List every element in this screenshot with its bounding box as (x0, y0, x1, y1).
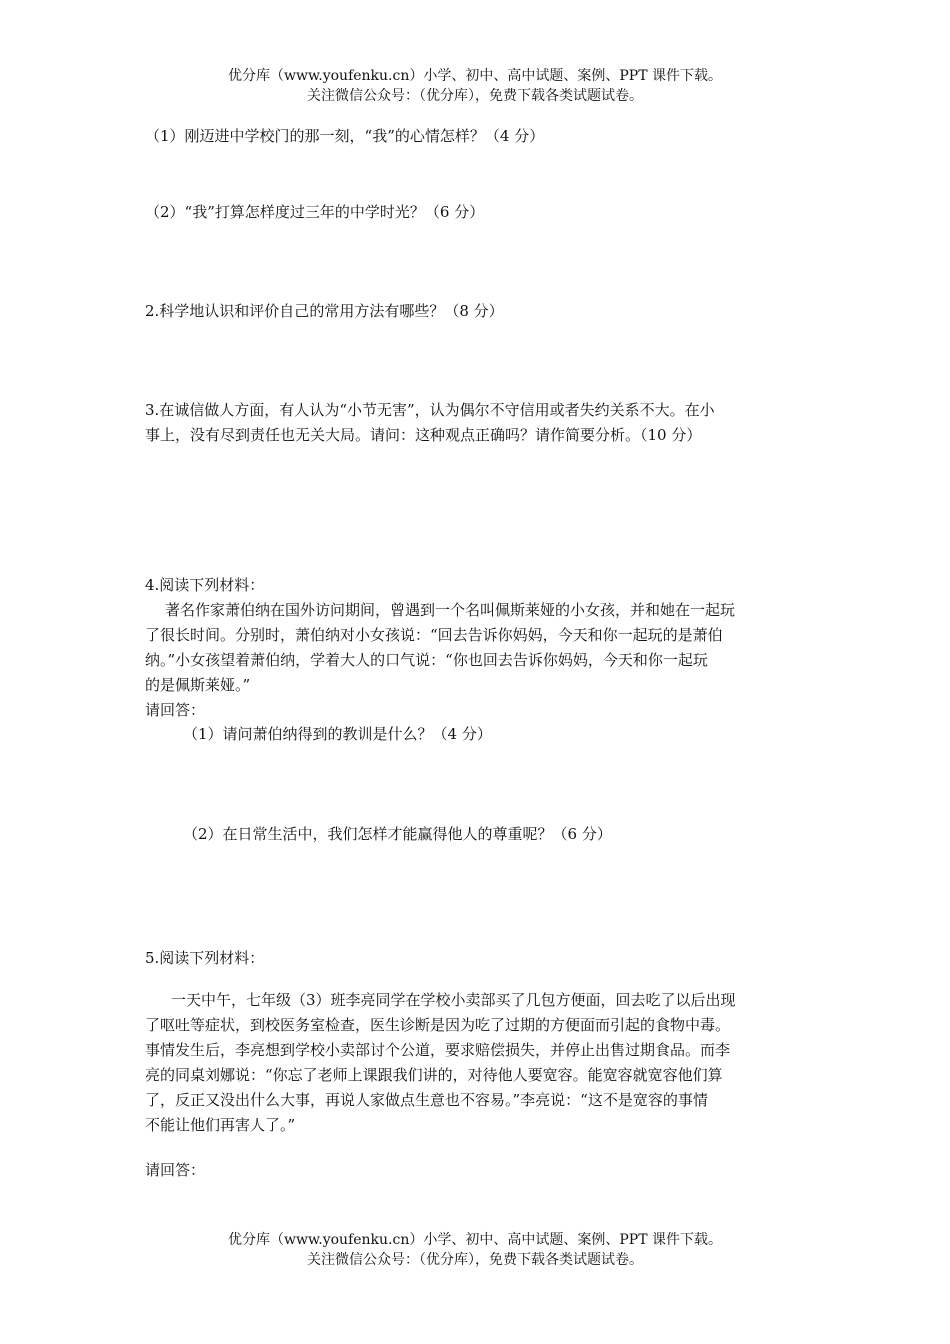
material-line: 著名作家萧伯纳在国外访问期间，曾遇到一个名叫佩斯莱娅的小女孩，并和她在一起玩 (165, 601, 736, 619)
material-line: 的是佩斯莱娅。” (145, 676, 251, 694)
material-line: 不能让他们再害人了。” (145, 1116, 296, 1134)
material-line: 一天中午，七年级（3）班李亮同学在学校小卖部买了几包方便面，回去吃了以后出现 (171, 991, 736, 1009)
question-4-material (145, 598, 810, 698)
question-3-line: 3.在诚信做人方面，有人认为“小节无害”，认为偶尔不守信用或者失约关系不大。在小 (145, 401, 715, 419)
question-3-line: 事上，没有尽到责任也无关大局。请问：这种观点正确吗？请作简要分析。（10 分） (145, 426, 702, 444)
material-line: 亮的同桌刘娜说：“你忘了老师上课跟我们讲的，对待他人要宽容。能宽容就宽容他们算 (145, 1066, 723, 1084)
material-line: 纳。”小女孩望着萧伯纳，学着大人的口气说：“你也回去告诉你妈妈，今天和你一起玩 (145, 651, 708, 669)
question-5-title: 5.阅读下列材料： (145, 949, 265, 967)
question-5-prompt: 请回答： (145, 1161, 206, 1179)
page-footer (0, 1230, 950, 1270)
question-1-1: （1）刚迈进中学校门的那一刻，“我”的心情怎样？（4 分） (145, 127, 545, 145)
question-4-title: 4.阅读下列材料： (145, 576, 265, 594)
question-2: 2.科学地认识和评价自己的常用方法有哪些？（8 分） (145, 302, 504, 320)
header-line-2: 关注微信公众号：（优分库），免费下载各类试题试卷。 (307, 88, 643, 104)
question-3 (145, 398, 810, 448)
header-line-1: 优分库（www.youfenku.cn）小学、初中、高中试题、案例、PPT 课件下载。 (227, 68, 722, 84)
question-5-material (145, 988, 810, 1138)
question-4-1: （1）请问萧伯纳得到的教训是什么？（4 分） (183, 725, 492, 743)
footer-line-1: 优分库（www.youfenku.cn）小学、初中、高中试题、案例、PPT 课件下载。 (227, 1232, 722, 1248)
material-line: 事情发生后，李亮想到学校小卖部讨个公道，要求赔偿损失，并停止出售过期食品。而李 (145, 1041, 731, 1059)
footer-line-2: 关注微信公众号：（优分库），免费下载各类试题试卷。 (307, 1252, 643, 1268)
material-line: 了很长时间。分别时，萧伯纳对小女孩说：“回去告诉你妈妈，今天和你一起玩的是萧伯 (145, 626, 723, 644)
question-1-2: （2）“我”打算怎样度过三年的中学时光？（6 分） (145, 203, 485, 221)
question-4-2: （2）在日常生活中，我们怎样才能赢得他人的尊重呢？（6 分） (183, 825, 612, 843)
page-header (0, 66, 950, 106)
question-4-prompt: 请回答： (145, 701, 206, 719)
material-line: 了，反正又没出什么大事，再说人家做点生意也不容易。”李亮说：“这不是宽容的事情 (145, 1091, 708, 1109)
material-line: 了呕吐等症状，到校医务室检查，医生诊断是因为吃了过期的方便面而引起的食物中毒。 (145, 1016, 731, 1034)
